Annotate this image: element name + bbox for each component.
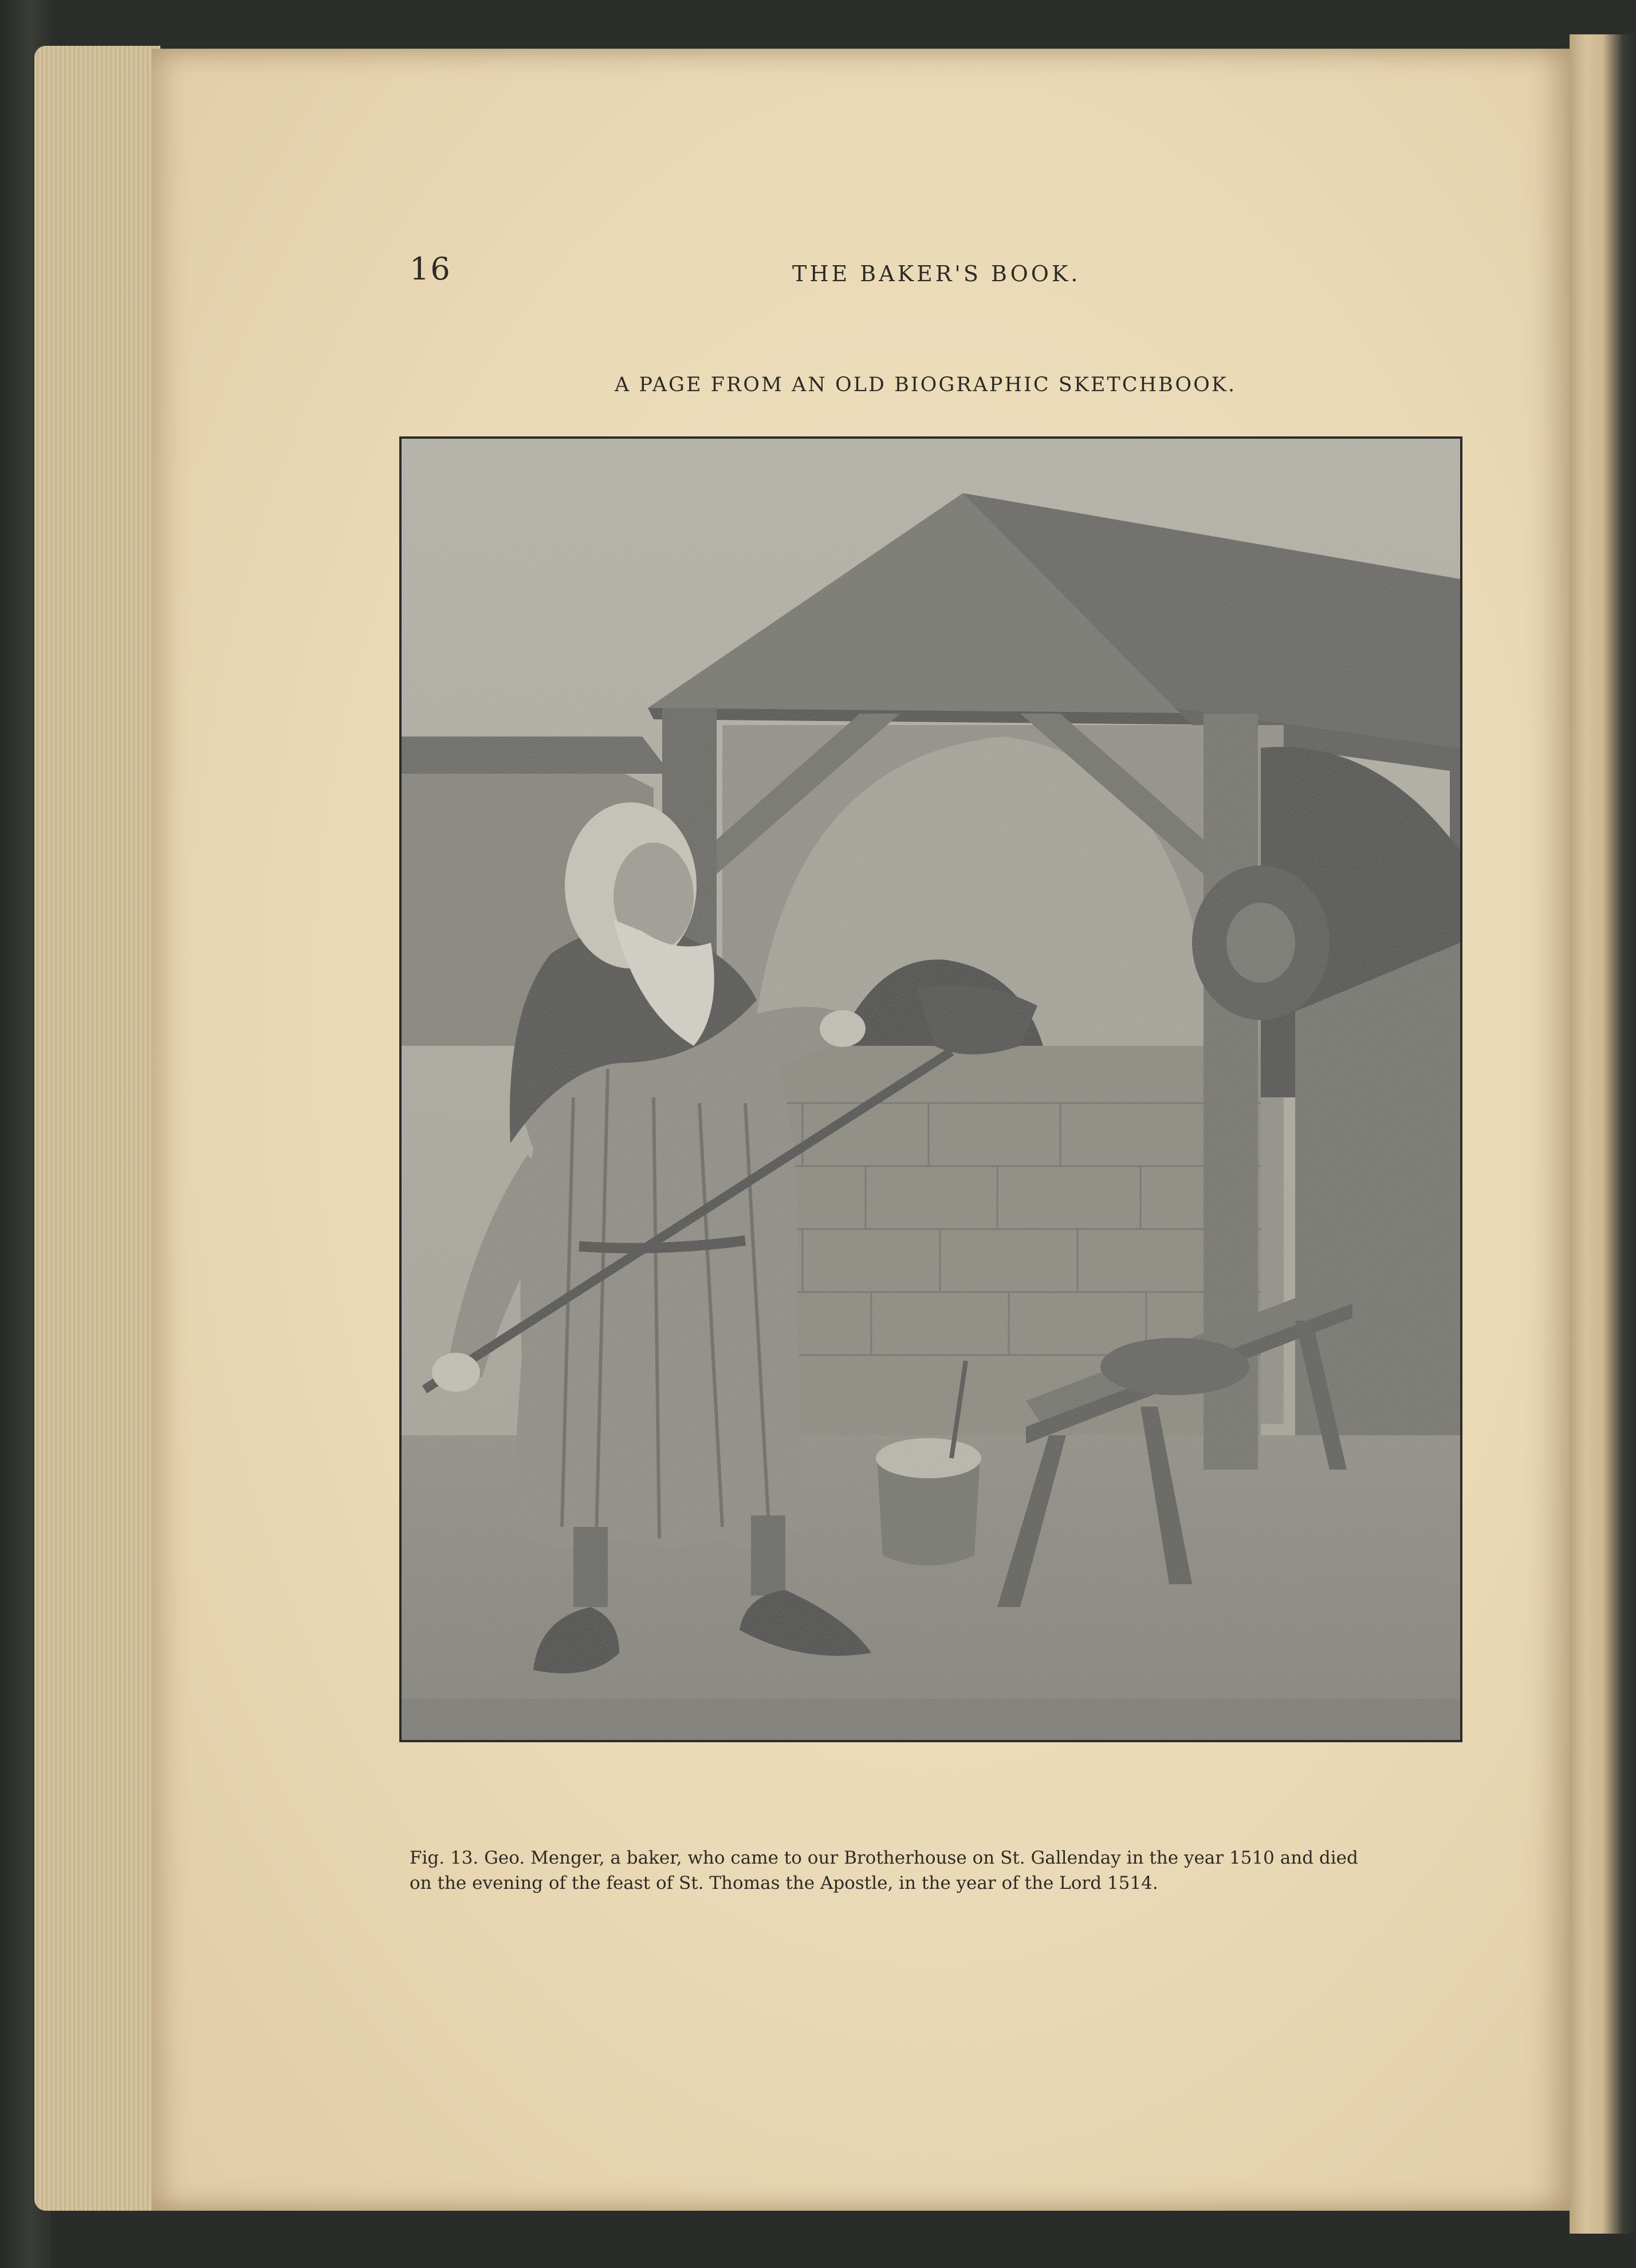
baker-illustration <box>399 436 1462 1742</box>
caption-line-2: on the evening of the feast of St. Thomas the Apostle, in the year of the Lord 1514. <box>410 1873 1158 1893</box>
running-head <box>410 251 1464 291</box>
caption-line-1: Fig. 13. Geo. Menger, a baker, who came to our Brotherhouse on St. Gallenday in the year 1510 and died <box>410 1848 1358 1868</box>
plate-title: A PAGE FROM AN OLD BIOGRAPHIC SKETCHBOOK. <box>615 373 1237 396</box>
page-number: 16 <box>410 251 451 287</box>
book-right-edge <box>1570 34 1636 2234</box>
book-title: THE BAKER'S BOOK. <box>792 261 1081 286</box>
figure-caption <box>410 1845 1464 1896</box>
page-edges <box>34 46 160 2211</box>
